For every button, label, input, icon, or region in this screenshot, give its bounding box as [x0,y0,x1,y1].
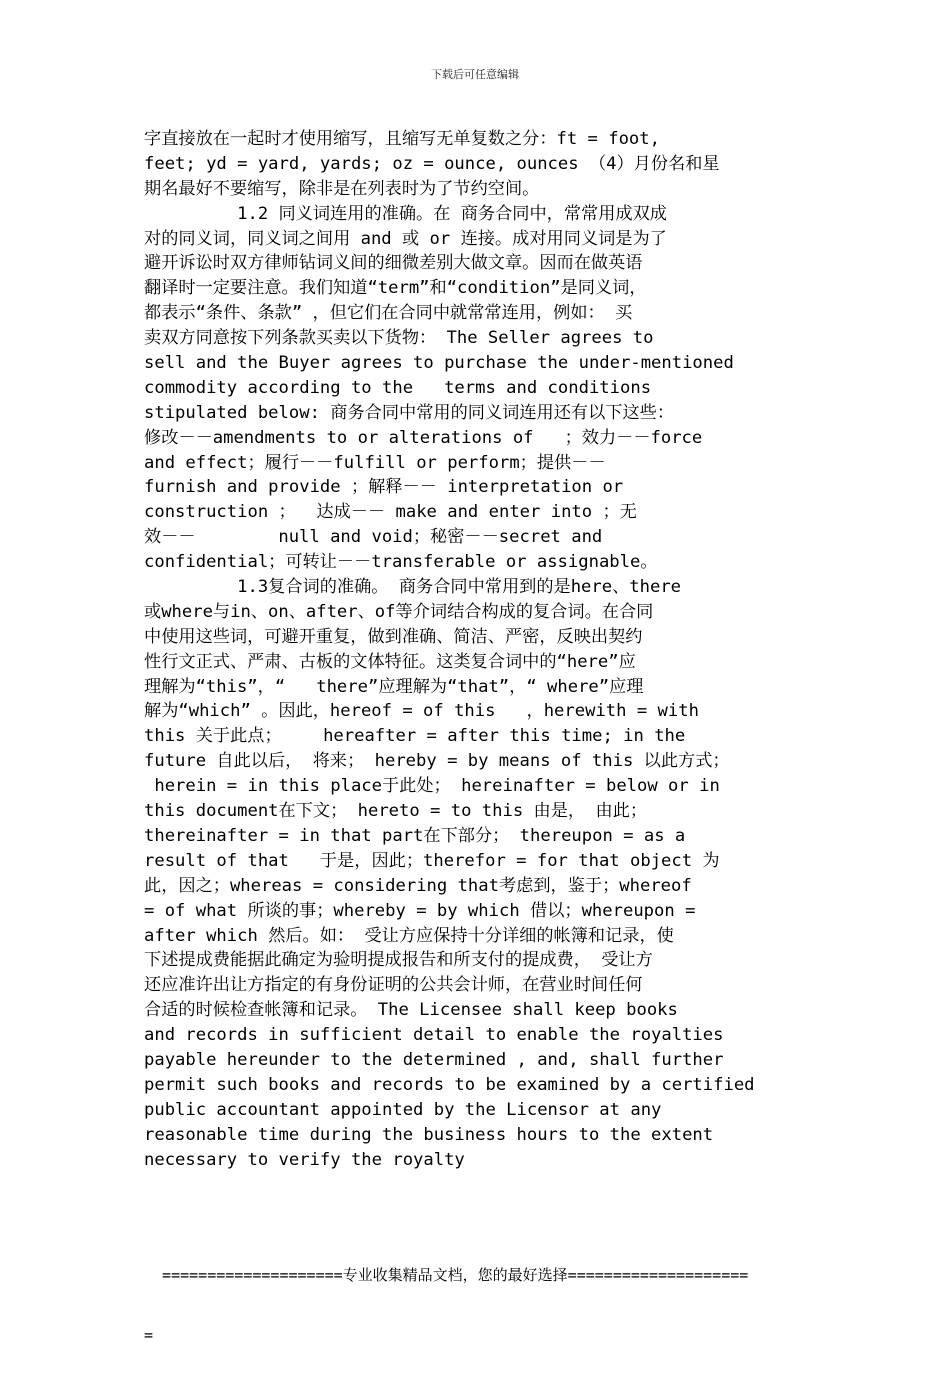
body-line: 性行文正式、严肃、古板的文体特征。这类复合词中的“here”应 [144,651,636,672]
body-line: 都表示“条件、条款” ，但它们在合同中就常常连用，例如： 买 [144,303,633,324]
body-line: sell and the Buyer agrees to purchase the under-mentioned [144,353,734,374]
body-text [144,127,812,1172]
body-line: stipulated below: 商务合同中常用的同义词连用还有以下这些： [144,402,675,423]
body-line: confidential；可转让－－transferable or assignable。 [144,552,658,573]
body-line: 期名最好不要缩写，除非是在列表时为了节约空间。 [144,178,540,199]
body-line: 还应准许出让方指定的有身份证明的公共会计师，在营业时间任何 [144,975,643,996]
body-line: thereinafter = in that part在下部分； thereupon = as a [144,825,686,846]
body-line: result of that 于是，因此；therefor = for that object 为 [144,850,720,871]
footer-line: ====================专业收集精品文档，您的最好选择==================== [144,1266,749,1284]
body-line: reasonable time during the business hours to the extent [144,1124,714,1145]
body-line: 中使用这些词，可避开重复，做到准确、简洁、严密，反映出契约 [144,626,643,647]
body-line: 翻译时一定要注意。我们知道“term”和“condition”是同义词， [144,278,647,299]
body-line: permit such books and records to be examined by a certified [144,1074,755,1095]
body-line: 避开诉讼时双方律师钻词义间的细微差别大做文章。因而在做英语 [144,253,643,274]
body-line: 卖双方同意按下列条款买卖以下货物： The Seller agrees to [144,328,654,349]
body-line: 或where与in、on、after、of等介词结合构成的复合词。在合同 [144,601,654,622]
page-header: 下载后可任意编辑 [431,68,519,81]
body-line: this document在下文； hereto = to this 由是， 由此； [144,801,648,822]
body-line: 下述提成费能据此确定为验明提成报告和所支付的提成费， 受让方 [144,950,653,971]
page-footer [144,1225,812,1385]
body-line: construction ； 达成－－ make and enter into ；无 [144,502,637,523]
body-line: 合适的时候检查帐簿和记录。 The Licensee shall keep books [144,1000,678,1021]
body-line: commodity according to the terms and conditions [144,377,652,398]
body-line: 理解为“this”，“ there”应理解为“that”，“ where”应理 [144,676,644,697]
body-line: 此，因之；whereas = considering that考虑到，鉴于；whereof [144,875,692,896]
body-line: future 自此以后， 将来； hereby = by means of this 以此方式； [144,751,730,772]
body-line: payable hereunder to the determined , and, shall further [144,1049,724,1070]
body-line: and records in sufficient detail to enable the royalties [144,1025,724,1046]
body-line: after which 然后。如： 受让方应保持十分详细的帐簿和记录，使 [144,925,674,946]
body-line: feet; yd = yard, yards; oz = ounce, ounces （4）月份名和星 [144,153,720,174]
body-line: necessary to verify the royalty [144,1149,465,1170]
body-line: = of what 所谈的事；whereby = by which 借以；whereupon = [144,900,696,921]
body-line: this 关于此点； hereafter = after this time; in the [144,726,686,747]
body-line: 解为“which” 。因此，hereof = of this ，herewith = with [144,701,699,722]
body-line: public accountant appointed by the Licensor at any [144,1099,662,1120]
body-line: 字直接放在一起时才使用缩写，且缩写无单复数之分：ft = foot, [144,129,660,149]
body-line: 修改－－amendments to or alterations of ；效力－－force [144,427,703,448]
body-line: 1.3复合词的准确。 商务合同中常用到的是here、there [144,577,682,598]
body-line: 1.2 同义词连用的准确。在 商务合同中，常常用成双成 [144,203,667,224]
body-line: 对的同义词，同义词之间用 and 或 or 连接。成对用同义词是为了 [144,228,667,249]
body-line: 效－－ null and void；秘密－－secret and [144,527,603,548]
body-line: and effect；履行－－fulfill or perform；提供－－ [144,452,606,473]
footer-line: = [144,1326,154,1344]
body-line: furnish and provide ；解释－－ interpretation or [144,477,624,498]
body-line: herein = in this place于此处； hereinafter = below or in [144,776,720,797]
